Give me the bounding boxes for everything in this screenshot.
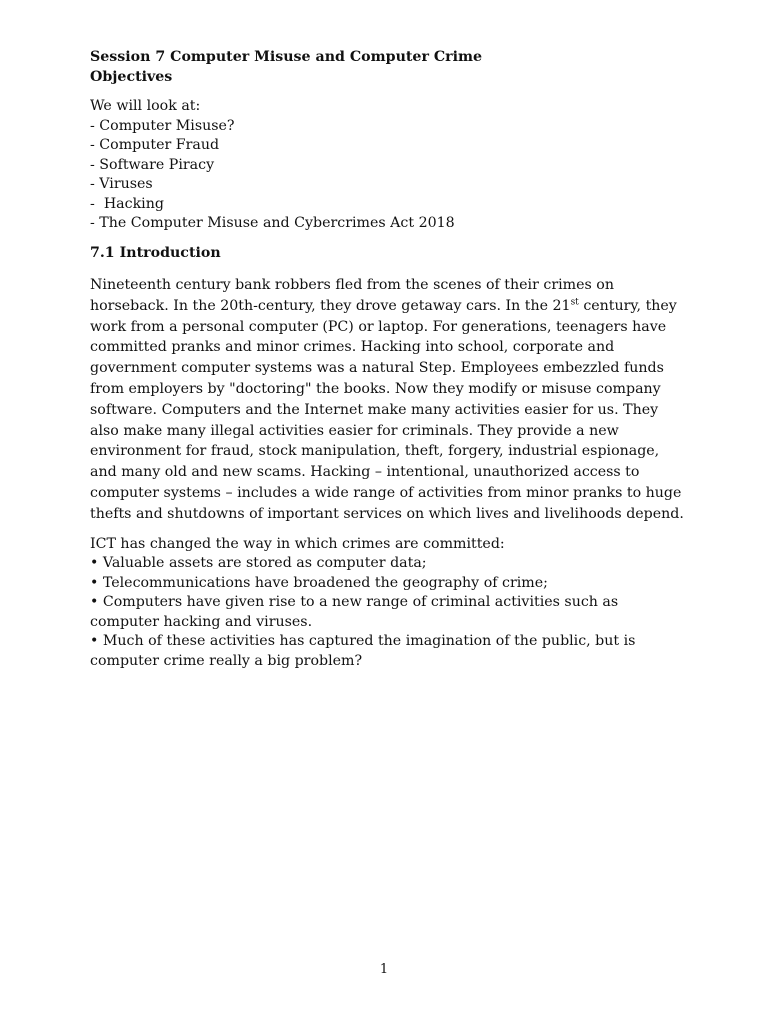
objective-item: - Computer Misuse?: [90, 117, 235, 134]
ict-bullet: • Valuable assets are stored as computer data;: [90, 555, 427, 572]
objective-item: - Software Piracy: [90, 156, 215, 173]
document-page: [90, 48, 690, 671]
ordinal-suffix: st: [570, 297, 579, 308]
objective-item: - Computer Fraud: [90, 137, 220, 153]
objective-item: - The Computer Misuse and Cybercrimes Act 2018: [90, 215, 455, 231]
objectives-heading: Objectives: [90, 68, 173, 85]
page-number: 1: [379, 962, 389, 977]
ict-bullet: • Telecommunications have broadened the geography of crime;: [90, 574, 548, 591]
intro-text-part1: Nineteenth century bank robbers fled from the scenes of their crimes on horseback. In the 20th-century, they drove getaway cars. In the 21: [90, 277, 614, 314]
objectives-list: [90, 97, 690, 234]
introduction-paragraph: [90, 275, 690, 525]
ict-section: [90, 535, 690, 672]
ict-bullet: • Much of these activities has captured the imagination of the public, but is computer crime really a big problem?: [90, 633, 636, 669]
objectives-lead: We will look at:: [90, 98, 201, 114]
intro-text-part2: century, they work from a personal computer (PC) or laptop. For generations, teenagers have committed pranks and minor crimes. Hacking into school, corporate and government computer systems was a natural Step. Employees embezzled funds from employers by "doctoring" the books. Now they modify or misuse company software. Computers and the Internet make many activities easier for us. They also make many illegal activities easier for criminals. They provide a new environment for fraud, stock manipulation, theft, forgery, industrial espionage, and many old and new scams. Hacking – intentional, unauthorized access to computer systems – includes a wide range of activities from minor pranks to huge thefts and shutdowns of important services on which lives and livelihoods depend.: [90, 297, 684, 522]
document-title: Session 7 Computer Misuse and Computer Crime: [90, 49, 483, 65]
objective-item: - Viruses: [90, 176, 153, 192]
ict-lead: ICT has changed the way in which crimes are committed:: [90, 535, 505, 552]
ict-bullet: • Computers have given rise to a new range of criminal activities such as computer hacking and viruses.: [90, 594, 619, 630]
section-heading: 7.1 Introduction: [90, 244, 221, 261]
objective-item: - Hacking: [90, 195, 164, 212]
